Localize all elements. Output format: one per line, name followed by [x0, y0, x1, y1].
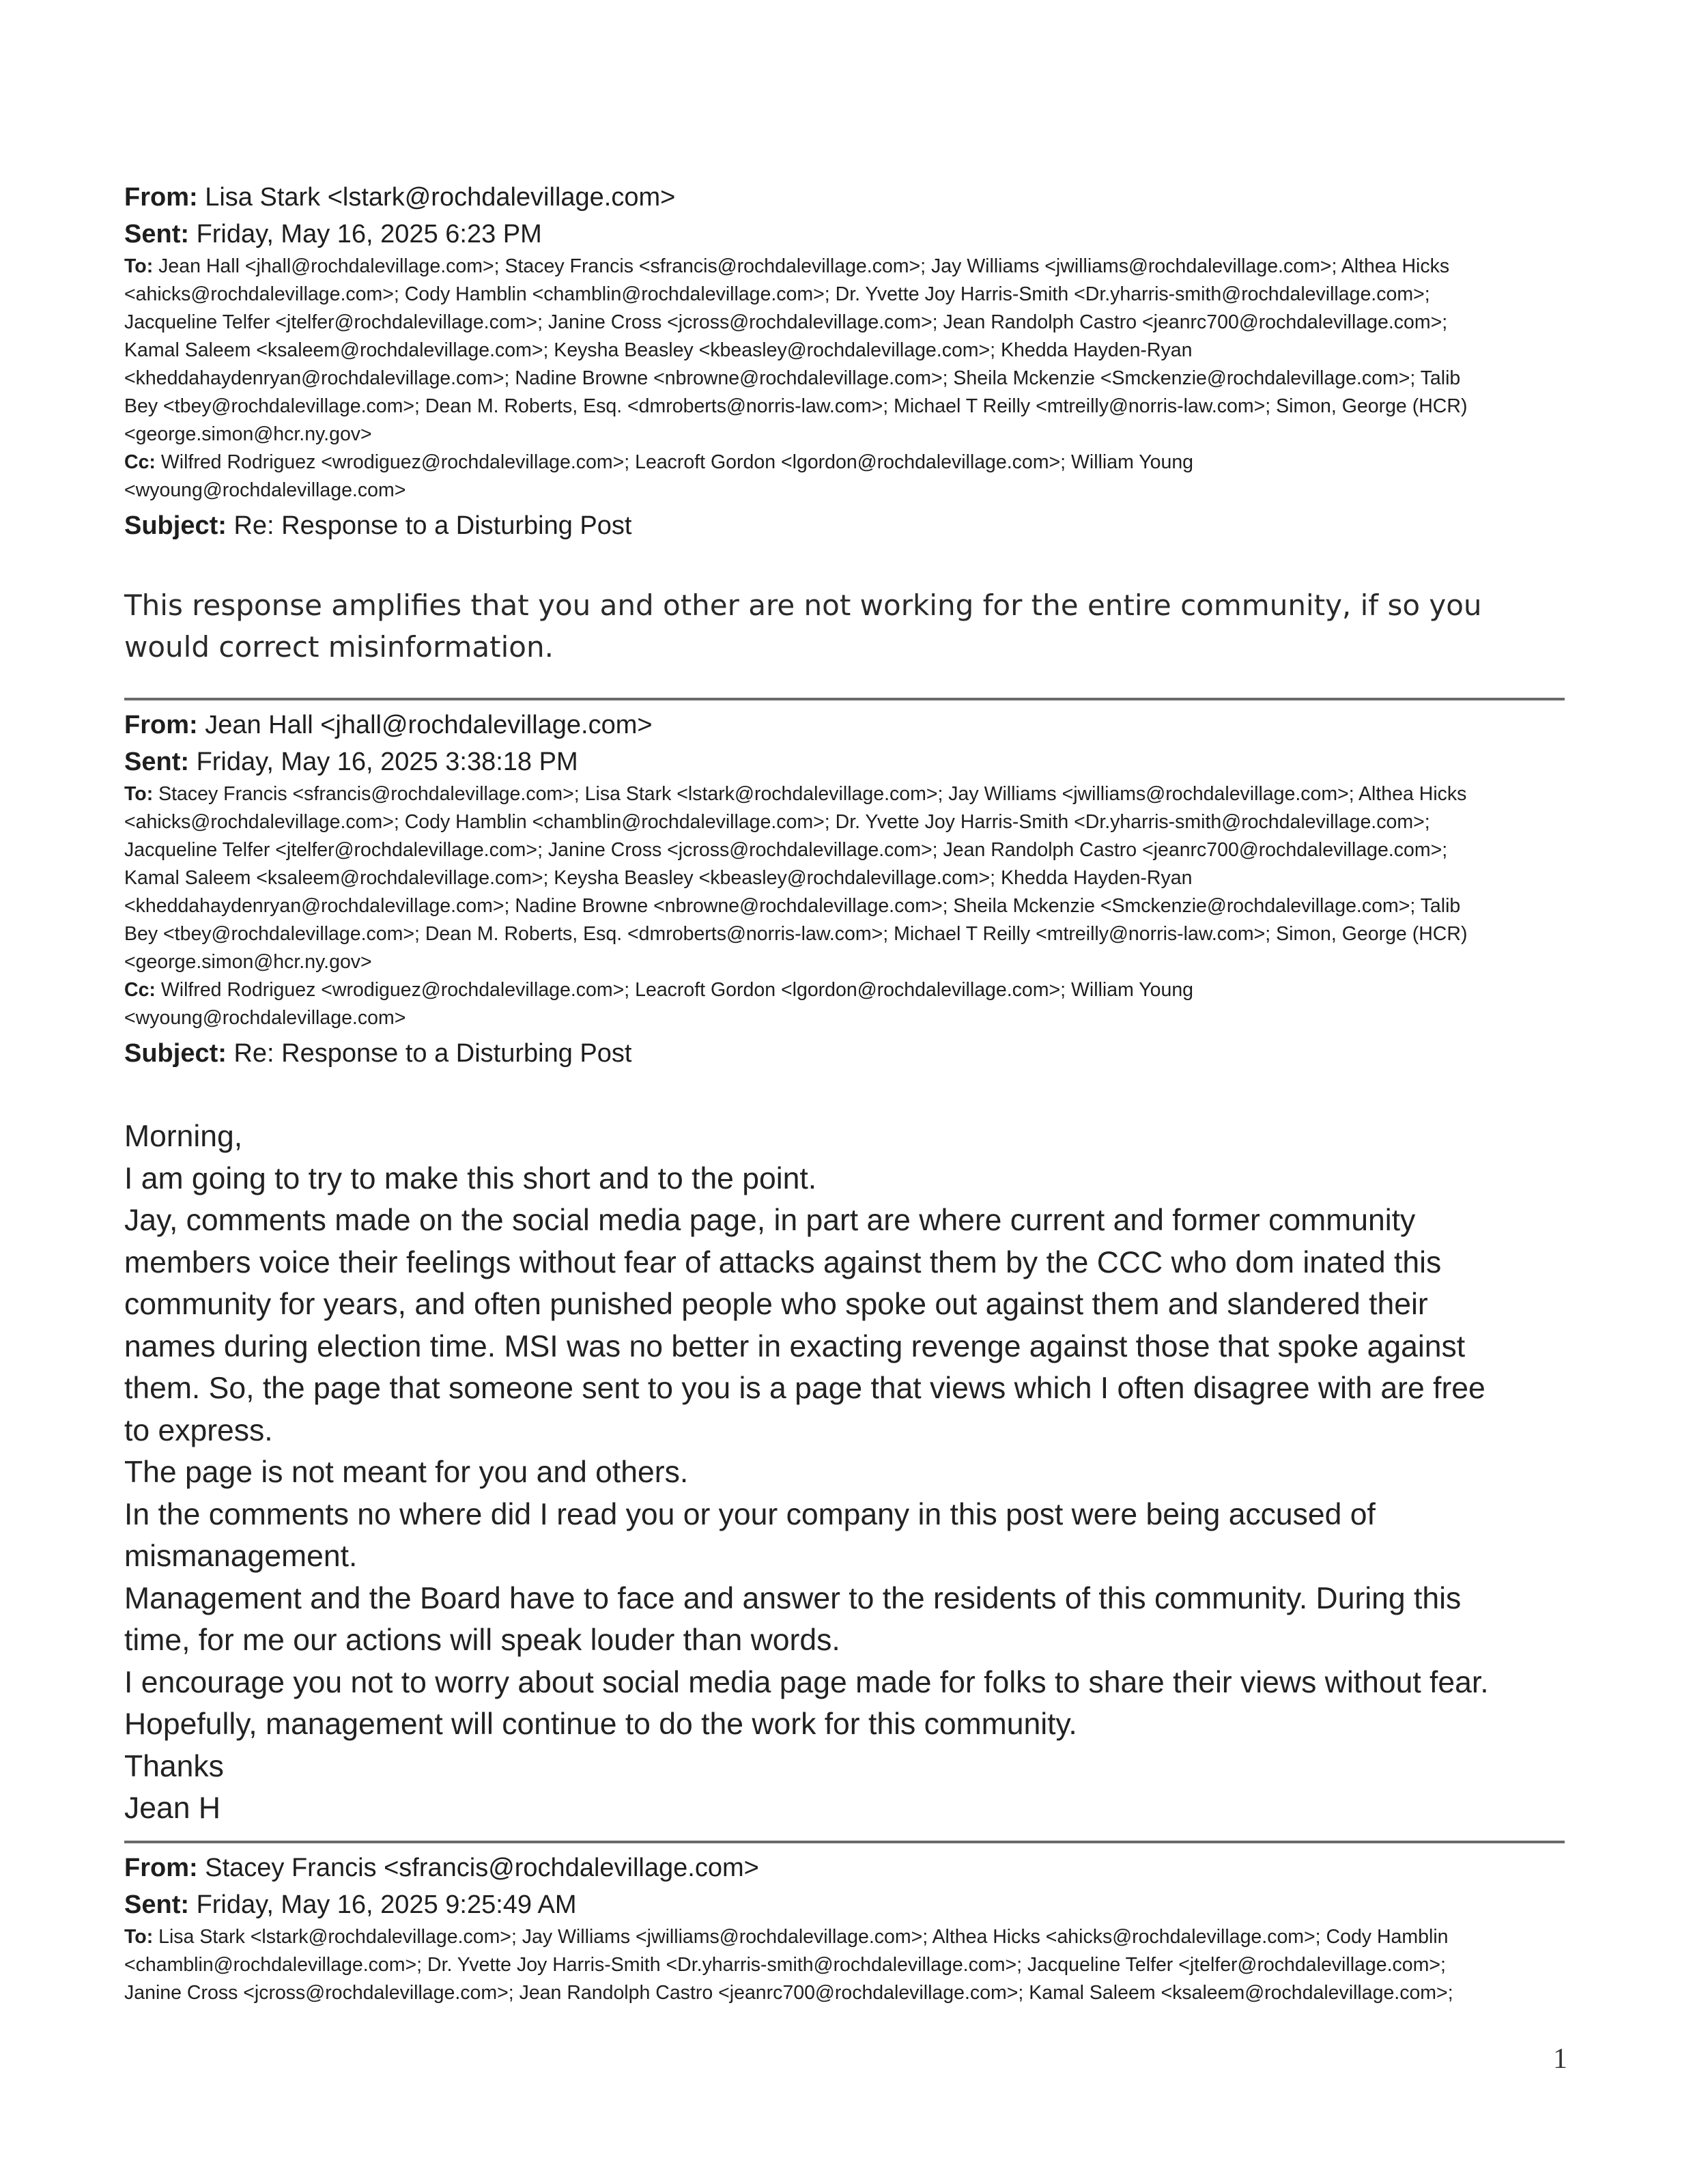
body-line: Morning, — [124, 1120, 243, 1153]
to-line: <george.simon@hcr.ny.gov> — [124, 951, 372, 973]
email-body-2 — [124, 1116, 1585, 1830]
from-value: Jean Hall <jhall@rochdalevillage.com> — [205, 711, 653, 739]
to-line: Kamal Saleem <ksaleem@rochdalevillage.com>; Keysha Beasley <kbeasley@rochdalevillage.com>; Khedda Hayden-Ryan — [124, 867, 1193, 889]
from-value: Lisa Stark <lstark@rochdalevillage.com> — [205, 183, 676, 212]
separator-rule — [124, 698, 1565, 700]
to-line: Jean Hall <jhall@rochdalevillage.com>; Stacey Francis <sfrancis@rochdalevillage.com>; Jay Williams <jwilliams@rochdalevillage.com>; Althea Hicks — [158, 255, 1450, 277]
sent-value: Friday, May 16, 2025 3:38:18 PM — [196, 748, 578, 776]
body-line: Management and the Board have to face and answer to the residents of this community. During this — [124, 1581, 1462, 1615]
sent-line: Sent: Friday, May 16, 2025 3:38:18 PM — [124, 748, 578, 776]
sent-value: Friday, May 16, 2025 6:23 PM — [196, 220, 542, 249]
to-line: <kheddahaydenryan@rochdalevillage.com>; Nadine Browne <nbrowne@rochdalevillage.com>; Sheila Mckenzie <Smckenzie@rochdalevillage.com>; Talib — [124, 367, 1461, 389]
to-line: Lisa Stark <lstark@rochdalevillage.com>; Jay Williams <jwilliams@rochdalevillage.com>; Althea Hicks <ahicks@rochdalevillage.com>; Cody Hamblin — [158, 1926, 1449, 1948]
cc-line: <wyoung@rochdalevillage.com> — [124, 1007, 406, 1029]
body-line: would correct misinformation. — [124, 630, 554, 664]
cc-line: Wilfred Rodriguez <wrodiguez@rochdalevillage.com>; Leacroft Gordon <lgordon@rochdalevillage.com>; William Young — [160, 451, 1194, 473]
to-line: <ahicks@rochdalevillage.com>; Cody Hamblin <chamblin@rochdalevillage.com>; Dr. Yvette Joy Harris-Smith <Dr.yharris-smith@rochdalevillage.com>; — [124, 283, 1430, 305]
from-line: From: Lisa Stark <lstark@rochdalevillage.com> — [124, 183, 676, 212]
to-line: Kamal Saleem <ksaleem@rochdalevillage.com>; Keysha Beasley <kbeasley@rochdalevillage.com>; Khedda Hayden-Ryan — [124, 339, 1193, 361]
to-line: Janine Cross <jcross@rochdalevillage.com>; Jean Randolph Castro <jeanrc700@rochdalevillage.com>; Kamal Saleem <ksaleem@rochdalevillage.com>; — [124, 1982, 1453, 2004]
body-line: to express. — [124, 1413, 273, 1447]
body-line: I encourage you not to worry about social media page made for folks to share their views without fear. — [124, 1665, 1489, 1699]
subject-value: Re: Response to a Disturbing Post — [233, 511, 632, 540]
body-line: community for years, and often punished people who spoke out against them and slandered their — [124, 1288, 1428, 1321]
to-line: Bey <tbey@rochdalevillage.com>; Dean M. Roberts, Esq. <dmroberts@norris-law.com>; Michael T Reilly <mtreilly@norris-law.com>; Simon, George (HCR) — [124, 923, 1468, 945]
email-header-1 — [124, 179, 1565, 544]
cc-block: Cc: Wilfred Rodriguez <wrodiguez@rochdalevillage.com>; Leacroft Gordon <lgordon@rochdalevillage.com>; William Young <wyoung@rochdalevillage.com> — [124, 449, 1565, 505]
to-line: <chamblin@rochdalevillage.com>; Dr. Yvette Joy Harris-Smith <Dr.yharris-smith@rochdalevillage.com>; Jacqueline Telfer <jtelfer@rochdalevillage.com>; — [124, 1954, 1446, 1976]
to-block: To: Stacey Francis <sfrancis@rochdalevillage.com>; Lisa Stark <lstark@rochdalevillage.com>; Jay Williams <jwilliams@rochdalevillage.com>; Althea Hicks <ahicks@rochdalevillage.com>; Cody Hamblin <chamblin@rochdalevillage.com>; Dr. Yvette Joy Harris-Smith <Dr.yharris-smith@rochdalevillage.com>; Jacqueline Telfer <jtelfer@rochdalevillage.com>; Janine Cross <jcross@rochdalevillage.com>; Jean Randolph Castro <jeanrc700@rochdalevillage.com>; Kamal Saleem <ksaleem@rochdalevillage.com>; Keysha Beasley <kbeasley@rochdalevillage.com>; Khedda Hayden-Ryan <kheddahaydenryan@rochdalevillage.com>; Nadine Browne <nbrowne@rochdalevillage.com>; Sheila Mckenzie <Smckenzie@rochdalevillage.com>; Talib Bey <tbey@rochdalevillage.com>; Dean M. Roberts, Esq. <dmroberts@norris-law.com>; Michael T Reilly <mtreilly@norris-law.com>; Simon, George (HCR) <george.simon@hcr.ny.gov> — [124, 780, 1565, 976]
body-line: The page is not meant for you and others. — [124, 1456, 689, 1489]
body-line: Jean H — [124, 1791, 220, 1825]
to-line: Jacqueline Telfer <jtelfer@rochdalevillage.com>; Janine Cross <jcross@rochdalevillage.com>; Jean Randolph Castro <jeanrc700@rochdalevillage.com>; — [124, 311, 1448, 333]
to-line: Bey <tbey@rochdalevillage.com>; Dean M. Roberts, Esq. <dmroberts@norris-law.com>; Michael T Reilly <mtreilly@norris-law.com>; Simon, George (HCR) — [124, 395, 1468, 417]
sent-line: Sent: Friday, May 16, 2025 9:25:49 AM — [124, 1890, 577, 1919]
sent-value: Friday, May 16, 2025 9:25:49 AM — [196, 1890, 577, 1919]
from-value: Stacey Francis <sfrancis@rochdalevillage.com> — [205, 1854, 759, 1882]
body-line: Thanks — [124, 1749, 224, 1783]
body-line: names during election time. MSI was no better in exacting revenge against those that spoke against — [124, 1329, 1466, 1363]
to-block: To: Lisa Stark <lstark@rochdalevillage.com>; Jay Williams <jwilliams@rochdalevillage.com>; Althea Hicks <ahicks@rochdalevillage.com>; Cody Hamblin <chamblin@rochdalevillage.com>; Dr. Yvette Joy Harris-Smith <Dr.yharris-smith@rochdalevillage.com>; Jacqueline Telfer <jtelfer@rochdalevillage.com>; Janine Cross <jcross@rochdalevillage.com>; Jean Randolph Castro <jeanrc700@rochdalevillage.com>; Kamal Saleem <ksaleem@rochdalevillage.com>; — [124, 1923, 1565, 2007]
cc-line: Wilfred Rodriguez <wrodiguez@rochdalevillage.com>; Leacroft Gordon <lgordon@rochdalevillage.com>; William Young — [160, 979, 1194, 1001]
cc-line: <wyoung@rochdalevillage.com> — [124, 479, 406, 501]
page-number: 1 — [1553, 2043, 1567, 2075]
separator-rule — [124, 1841, 1565, 1843]
to-line: <kheddahaydenryan@rochdalevillage.com>; Nadine Browne <nbrowne@rochdalevillage.com>; Sheila Mckenzie <Smckenzie@rochdalevillage.com>; Talib — [124, 895, 1461, 917]
subject-line: Subject: Re: Response to a Disturbing Post — [124, 511, 632, 540]
body-line: In the comments no where did I read you or your company in this post were being accused of — [124, 1497, 1376, 1531]
subject-value: Re: Response to a Disturbing Post — [233, 1039, 632, 1068]
sent-line: Sent: Friday, May 16, 2025 6:23 PM — [124, 220, 542, 249]
email-header-2 — [124, 707, 1565, 1072]
body-line: Hopefully, management will continue to do the work for this community. — [124, 1707, 1077, 1741]
body-line: I am going to try to make this short and to the point. — [124, 1161, 817, 1195]
body-line: Jay, comments made on the social media page, in part are where current and former community — [124, 1204, 1416, 1237]
to-line: <george.simon@hcr.ny.gov> — [124, 423, 372, 445]
body-line: them. So, the page that someone sent to you is a page that views which I often disagree with are free — [124, 1372, 1485, 1405]
from-line: From: Jean Hall <jhall@rochdalevillage.com> — [124, 711, 653, 739]
to-block: To: Jean Hall <jhall@rochdalevillage.com>; Stacey Francis <sfrancis@rochdalevillage.com>; Jay Williams <jwilliams@rochdalevillage.com>; Althea Hicks <ahicks@rochdalevillage.com>; Cody Hamblin <chamblin@rochdalevillage.com>; Dr. Yvette Joy Harris-Smith <Dr.yharris-smith@rochdalevillage.com>; Jacqueline Telfer <jtelfer@rochdalevillage.com>; Janine Cross <jcross@rochdalevillage.com>; Jean Randolph Castro <jeanrc700@rochdalevillage.com>; Kamal Saleem <ksaleem@rochdalevillage.com>; Keysha Beasley <kbeasley@rochdalevillage.com>; Khedda Hayden-Ryan <kheddahaydenryan@rochdalevillage.com>; Nadine Browne <nbrowne@rochdalevillage.com>; Sheila Mckenzie <Smckenzie@rochdalevillage.com>; Talib Bey <tbey@rochdalevillage.com>; Dean M. Roberts, Esq. <dmroberts@norris-law.com>; Michael T Reilly <mtreilly@norris-law.com>; Simon, George (HCR) <george.simon@hcr.ny.gov> — [124, 253, 1565, 449]
email-body-1 — [124, 584, 1585, 668]
body-line: time, for me our actions will speak louder than words. — [124, 1623, 840, 1657]
to-line: Stacey Francis <sfrancis@rochdalevillage.com>; Lisa Stark <lstark@rochdalevillage.com>; Jay Williams <jwilliams@rochdalevillage.com>; Althea Hicks — [158, 783, 1467, 805]
email-header-3 — [124, 1849, 1565, 2007]
to-line: <ahicks@rochdalevillage.com>; Cody Hamblin <chamblin@rochdalevillage.com>; Dr. Yvette Joy Harris-Smith <Dr.yharris-smith@rochdalevillage.com>; — [124, 811, 1430, 833]
from-line: From: Stacey Francis <sfrancis@rochdalevillage.com> — [124, 1854, 759, 1882]
body-line: mismanagement. — [124, 1540, 358, 1573]
to-line: Jacqueline Telfer <jtelfer@rochdalevillage.com>; Janine Cross <jcross@rochdalevillage.com>; Jean Randolph Castro <jeanrc700@rochdalevillage.com>; — [124, 839, 1448, 861]
cc-block: Cc: Wilfred Rodriguez <wrodiguez@rochdalevillage.com>; Leacroft Gordon <lgordon@rochdalevillage.com>; William Young <wyoung@rochdalevillage.com> — [124, 976, 1565, 1032]
body-line: This response amplifies that you and other are not working for the entire community, if so you — [124, 588, 1482, 622]
subject-line: Subject: Re: Response to a Disturbing Post — [124, 1039, 632, 1068]
body-line: members voice their feelings without fear of attacks against them by the CCC who dom inated this — [124, 1245, 1442, 1279]
